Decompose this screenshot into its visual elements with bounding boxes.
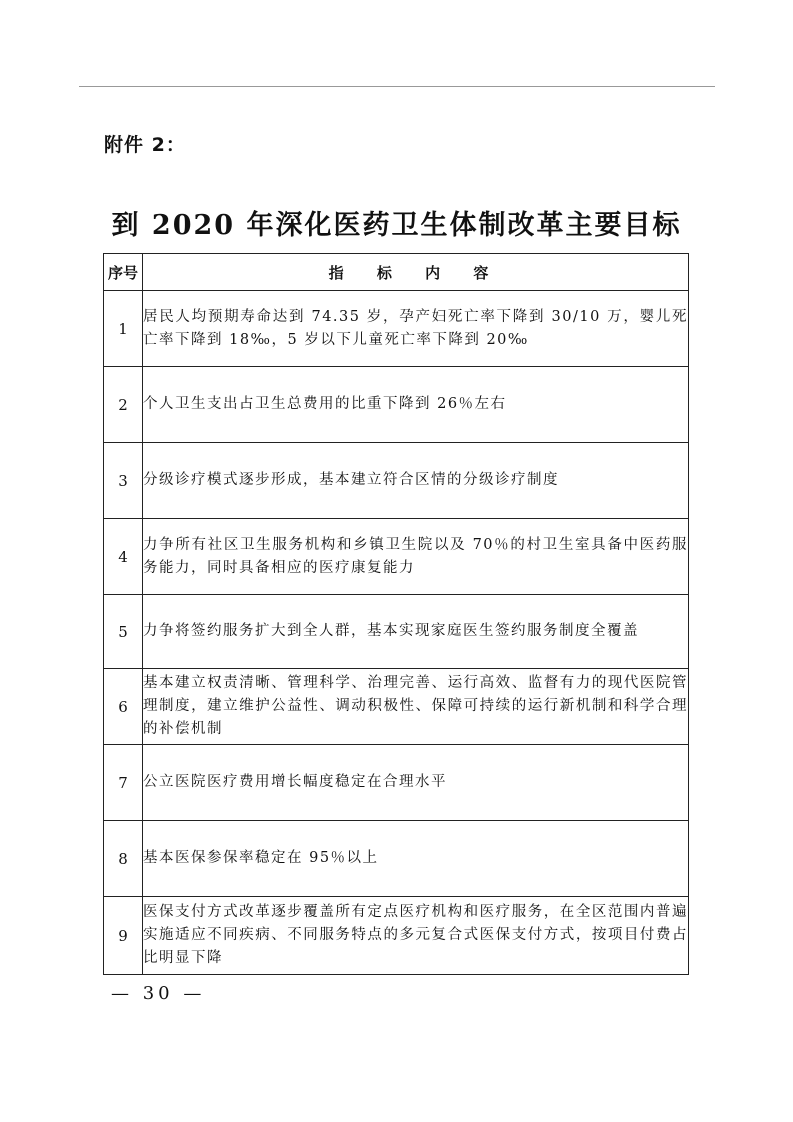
- table-row: [104, 443, 689, 519]
- targets-table: [103, 253, 689, 975]
- table-row: [104, 595, 689, 669]
- document-title: 到 2020 年深化医药卫生体制改革主要目标: [111, 210, 682, 241]
- row-number: 3: [104, 443, 143, 519]
- row-number: 1: [104, 291, 143, 367]
- row-content: 个人卫生支出占卫生总费用的比重下降到 26％左右: [143, 367, 689, 443]
- row-content: 分级诊疗模式逐步形成，基本建立符合区情的分级诊疗制度: [143, 443, 689, 519]
- row-number: 4: [104, 519, 143, 595]
- row-number: 8: [104, 821, 143, 897]
- row-number: 5: [104, 595, 143, 669]
- row-number: 9: [104, 897, 143, 975]
- table-row: [104, 745, 689, 821]
- row-content: 力争将签约服务扩大到全人群，基本实现家庭医生签约服务制度全覆盖: [143, 595, 689, 669]
- attachment-label: 附件 2：: [104, 134, 186, 156]
- row-number: 7: [104, 745, 143, 821]
- table-row: [104, 367, 689, 443]
- row-number: 2: [104, 367, 143, 443]
- row-content: 力争所有社区卫生服务机构和乡镇卫生院以及 70％的村卫生室具备中医药服务能力，同时具备相应的医疗康复能力: [143, 519, 689, 595]
- row-content: 基本医保参保率稳定在 95％以上: [143, 821, 689, 897]
- row-content: 公立医院医疗费用增长幅度稳定在合理水平: [143, 745, 689, 821]
- table-header-row: [104, 254, 689, 291]
- table-row: [104, 821, 689, 897]
- table-row: [104, 291, 689, 367]
- row-content: 基本建立权责清晰、管理科学、治理完善、运行高效、监督有力的现代医院管理制度，建立维护公益性、调动积极性、保障可持续的运行新机制和科学合理的补偿机制: [143, 669, 689, 745]
- header-indicator-content: 指 标 内 容: [143, 254, 689, 291]
- page-number: — 30 —: [111, 983, 206, 1004]
- row-content: 医保支付方式改革逐步覆盖所有定点医疗机构和医疗服务，在全区范围内普遍实施适应不同疾病、不同服务特点的多元复合式医保支付方式，按项目付费占比明显下降: [143, 897, 689, 975]
- header-serial-number: 序号: [104, 254, 143, 291]
- row-content: 居民人均预期寿命达到 74.35 岁，孕产妇死亡率下降到 30/10 万，婴儿死亡率下降到 18‰，5 岁以下儿童死亡率下降到 20‰: [143, 291, 689, 367]
- header-rule: [79, 86, 715, 87]
- table-row: [104, 519, 689, 595]
- table-row: [104, 897, 689, 975]
- row-number: 6: [104, 669, 143, 745]
- table-row: [104, 669, 689, 745]
